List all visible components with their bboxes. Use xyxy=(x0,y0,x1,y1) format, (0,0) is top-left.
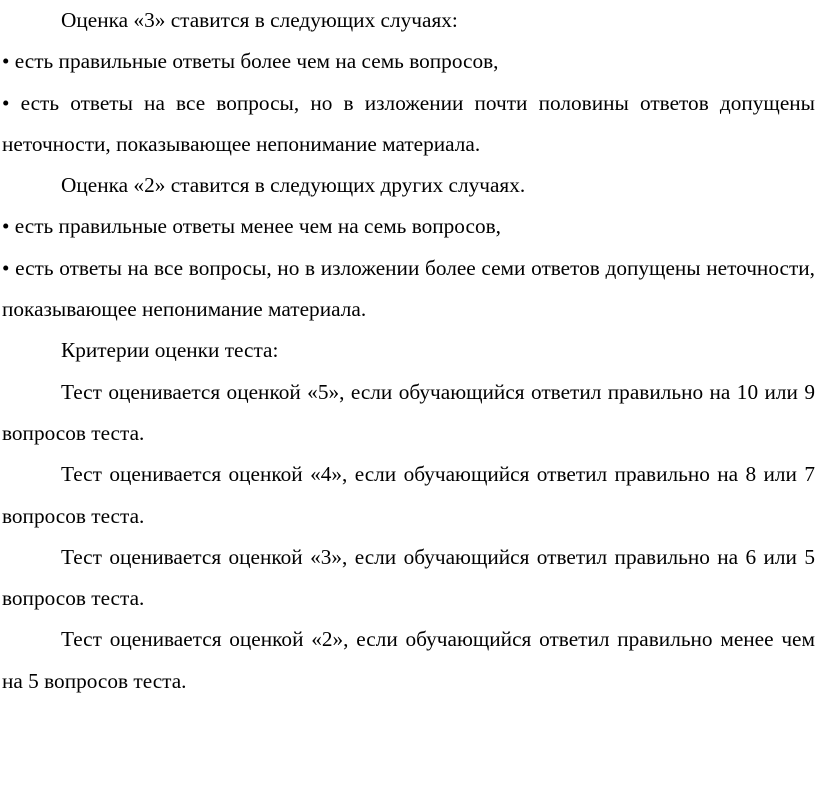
paragraph-test-grade-4: Тест оценивается оценкой «4», если обучающийся ответил правильно на 8 или 7 вопросов теста. xyxy=(2,462,815,528)
paragraph-grade-3-heading: Оценка «3» ставится в следующих случаях: xyxy=(61,8,458,32)
paragraph-test-grade-2: Тест оценивается оценкой «2», если обучающийся ответил правильно менее чем на 5 вопросов теста. xyxy=(2,627,815,693)
paragraph-test-criteria-heading: Критерии оценки теста: xyxy=(61,338,279,363)
document-body xyxy=(2,0,815,702)
paragraph-test-grade-5: Тест оценивается оценкой «5», если обучающийся ответил правильно на 10 или 9 вопросов теста. xyxy=(2,379,815,445)
bullet-grade-3-inaccuracies: • есть ответы на все вопросы, но в изложении почти половины ответов допущены неточности, показывающее непонимание материала. xyxy=(2,90,815,156)
paragraph-test-grade-3: Тест оценивается оценкой «3», если обучающийся ответил правильно на 6 или 5 вопросов теста. xyxy=(2,544,815,611)
bullet-grade-3-correct-answers: • есть правильные ответы более чем на семь вопросов, xyxy=(2,49,499,74)
paragraph-grade-2-heading: Оценка «2» ставится в следующих других случаях. xyxy=(61,173,526,198)
bullet-grade-2-correct-answers: • есть правильные ответы менее чем на семь вопросов, xyxy=(2,214,501,239)
bullet-grade-2-inaccuracies: • есть ответы на все вопросы, но в изложении более семи ответов допущены неточности, показывающее непонимание материала. xyxy=(2,255,815,322)
